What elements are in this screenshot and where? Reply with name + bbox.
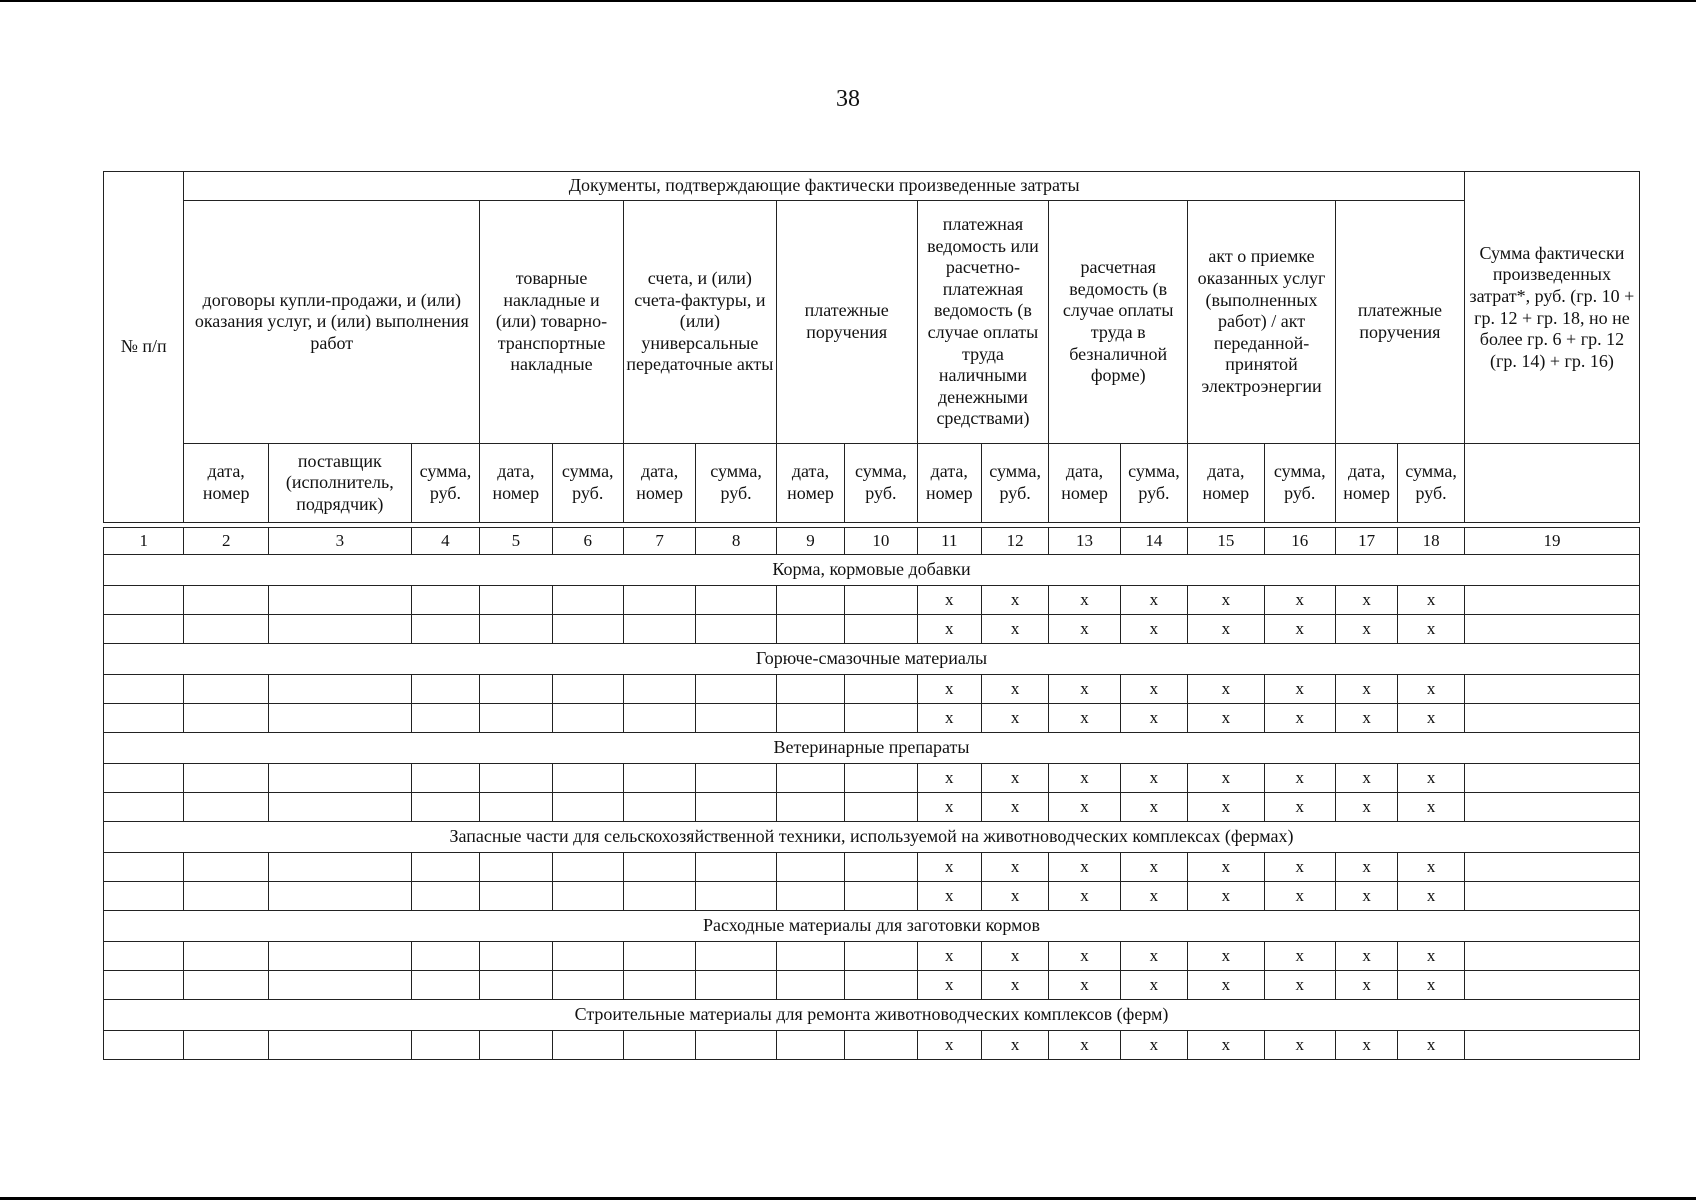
empty-cell xyxy=(104,675,184,704)
x-mark-cell: x xyxy=(1335,942,1397,971)
x-mark-cell: x xyxy=(1188,615,1264,644)
column-number: 2 xyxy=(184,528,268,555)
header-invoices: счета, и (или) счета-фактуры, и (или) универсальные передаточные акты xyxy=(623,201,776,444)
empty-cell xyxy=(411,764,479,793)
x-mark-cell: x xyxy=(1264,764,1335,793)
x-mark-cell: x xyxy=(1398,1031,1465,1060)
empty-cell xyxy=(845,793,917,822)
x-mark-cell: x xyxy=(1264,971,1335,1000)
x-mark-cell: x xyxy=(1188,942,1264,971)
x-mark-cell: x xyxy=(1049,942,1120,971)
x-mark-cell: x xyxy=(1264,793,1335,822)
x-mark-cell: x xyxy=(1398,793,1465,822)
empty-cell xyxy=(776,853,844,882)
table-row xyxy=(104,675,1640,704)
empty-cell xyxy=(552,882,623,911)
column-number: 8 xyxy=(696,528,776,555)
x-mark-cell: x xyxy=(1264,586,1335,615)
empty-cell xyxy=(623,971,695,1000)
empty-cell xyxy=(776,1031,844,1060)
table-row xyxy=(104,704,1640,733)
empty-cell xyxy=(268,615,411,644)
empty-cell xyxy=(411,971,479,1000)
x-mark-cell: x xyxy=(1188,971,1264,1000)
x-mark-cell: x xyxy=(1049,586,1120,615)
empty-cell xyxy=(184,675,268,704)
empty-cell xyxy=(623,793,695,822)
empty-cell xyxy=(268,942,411,971)
empty-cell xyxy=(184,971,268,1000)
section-title: Горюче-смазочные материалы xyxy=(104,644,1640,675)
empty-cell xyxy=(104,586,184,615)
x-mark-cell: x xyxy=(1188,882,1264,911)
empty-cell xyxy=(623,615,695,644)
empty-cell xyxy=(480,971,552,1000)
x-mark-cell: x xyxy=(981,853,1048,882)
column-number: 17 xyxy=(1335,528,1397,555)
empty-cell xyxy=(552,971,623,1000)
empty-cell xyxy=(411,853,479,882)
empty-cell xyxy=(184,586,268,615)
empty-cell xyxy=(552,1031,623,1060)
table-row xyxy=(104,942,1640,971)
x-mark-cell: x xyxy=(981,615,1048,644)
empty-cell xyxy=(268,1031,411,1060)
empty-cell xyxy=(845,675,917,704)
section-header-row xyxy=(104,822,1640,853)
empty-cell xyxy=(696,675,776,704)
expense-documents-table xyxy=(103,171,1640,1060)
empty-cell xyxy=(184,942,268,971)
x-mark-cell: x xyxy=(981,971,1048,1000)
empty-cell xyxy=(845,586,917,615)
empty-cell xyxy=(696,971,776,1000)
section-header-row xyxy=(104,733,1640,764)
x-mark-cell: x xyxy=(917,942,981,971)
column-number: 14 xyxy=(1120,528,1187,555)
empty-cell xyxy=(552,793,623,822)
section-header-row xyxy=(104,555,1640,586)
x-mark-cell: x xyxy=(1188,764,1264,793)
empty-cell xyxy=(1464,1031,1639,1060)
header-waybills: товарные накладные и (или) товарно-транспортные накладные xyxy=(480,201,624,444)
table-row xyxy=(104,764,1640,793)
x-mark-cell: x xyxy=(1335,764,1397,793)
x-mark-cell: x xyxy=(1335,615,1397,644)
empty-cell xyxy=(1464,853,1639,882)
empty-cell xyxy=(845,1031,917,1060)
x-mark-cell: x xyxy=(1335,882,1397,911)
x-mark-cell: x xyxy=(1398,853,1465,882)
x-mark-cell: x xyxy=(1335,675,1397,704)
x-mark-cell: x xyxy=(1264,882,1335,911)
x-mark-cell: x xyxy=(917,882,981,911)
header-payroll-cashless: расчетная ведомость (в случае оплаты труда в безналичной форме) xyxy=(1049,201,1188,444)
empty-cell xyxy=(845,971,917,1000)
column-number: 10 xyxy=(845,528,917,555)
x-mark-cell: x xyxy=(1188,675,1264,704)
table-row xyxy=(104,882,1640,911)
x-mark-cell: x xyxy=(1049,853,1120,882)
sub-sum: сумма, руб. xyxy=(552,444,623,523)
x-mark-cell: x xyxy=(1264,1031,1335,1060)
empty-cell xyxy=(104,971,184,1000)
x-mark-cell: x xyxy=(1120,586,1187,615)
x-mark-cell: x xyxy=(981,882,1048,911)
column-number: 5 xyxy=(480,528,552,555)
header-contracts: договоры купли-продажи, и (или) оказания услуг, и (или) выполнения работ xyxy=(184,201,480,444)
column-number: 12 xyxy=(981,528,1048,555)
x-mark-cell: x xyxy=(981,1031,1048,1060)
empty-cell xyxy=(552,675,623,704)
x-mark-cell: x xyxy=(981,793,1048,822)
column-number: 1 xyxy=(104,528,184,555)
x-mark-cell: x xyxy=(917,586,981,615)
empty-cell xyxy=(623,675,695,704)
sub-date-number: дата, номер xyxy=(776,444,844,523)
empty-cell xyxy=(696,853,776,882)
empty-cell xyxy=(480,882,552,911)
sub-date-number: дата, номер xyxy=(1049,444,1120,523)
empty-cell xyxy=(696,942,776,971)
sub-sum: сумма, руб. xyxy=(1120,444,1187,523)
empty-cell xyxy=(184,853,268,882)
column-number: 19 xyxy=(1464,528,1639,555)
section-header-row xyxy=(104,911,1640,942)
sub-date-number: дата, номер xyxy=(1188,444,1264,523)
section-header-row xyxy=(104,1000,1640,1031)
empty-cell xyxy=(1464,675,1639,704)
x-mark-cell: x xyxy=(1264,853,1335,882)
empty-cell xyxy=(411,675,479,704)
sub-date-number: дата, номер xyxy=(917,444,981,523)
table-row xyxy=(104,586,1640,615)
empty-cell xyxy=(184,793,268,822)
empty-cell xyxy=(104,704,184,733)
empty-cell xyxy=(104,882,184,911)
empty-cell xyxy=(845,942,917,971)
x-mark-cell: x xyxy=(1049,882,1120,911)
empty-cell xyxy=(623,586,695,615)
sub-total-empty xyxy=(1464,444,1639,523)
empty-cell xyxy=(776,704,844,733)
x-mark-cell: x xyxy=(981,764,1048,793)
x-mark-cell: x xyxy=(917,764,981,793)
section-title: Расходные материалы для заготовки кормов xyxy=(104,911,1640,942)
x-mark-cell: x xyxy=(1264,704,1335,733)
x-mark-cell: x xyxy=(1335,853,1397,882)
sub-sum: сумма, руб. xyxy=(1264,444,1335,523)
empty-cell xyxy=(776,942,844,971)
x-mark-cell: x xyxy=(1398,704,1465,733)
sub-sum: сумма, руб. xyxy=(696,444,776,523)
sub-date-number: дата, номер xyxy=(623,444,695,523)
empty-cell xyxy=(776,586,844,615)
x-mark-cell: x xyxy=(1049,704,1120,733)
empty-cell xyxy=(411,882,479,911)
x-mark-cell: x xyxy=(981,704,1048,733)
empty-cell xyxy=(104,764,184,793)
x-mark-cell: x xyxy=(1398,764,1465,793)
empty-cell xyxy=(480,793,552,822)
sub-sum: сумма, руб. xyxy=(845,444,917,523)
x-mark-cell: x xyxy=(1188,1031,1264,1060)
column-number: 7 xyxy=(623,528,695,555)
empty-cell xyxy=(411,793,479,822)
x-mark-cell: x xyxy=(1188,586,1264,615)
empty-cell xyxy=(623,882,695,911)
column-number: 16 xyxy=(1264,528,1335,555)
empty-cell xyxy=(623,942,695,971)
top-border-line xyxy=(0,0,1696,2)
sub-date-number: дата, номер xyxy=(480,444,552,523)
empty-cell xyxy=(411,615,479,644)
x-mark-cell: x xyxy=(917,704,981,733)
empty-cell xyxy=(268,764,411,793)
x-mark-cell: x xyxy=(1120,704,1187,733)
section-header-row xyxy=(104,644,1640,675)
empty-cell xyxy=(696,882,776,911)
x-mark-cell: x xyxy=(1049,1031,1120,1060)
empty-cell xyxy=(480,942,552,971)
x-mark-cell: x xyxy=(1264,615,1335,644)
x-mark-cell: x xyxy=(1120,793,1187,822)
empty-cell xyxy=(411,704,479,733)
x-mark-cell: x xyxy=(1398,675,1465,704)
x-mark-cell: x xyxy=(917,1031,981,1060)
empty-cell xyxy=(480,704,552,733)
x-mark-cell: x xyxy=(1120,675,1187,704)
table-row xyxy=(104,1031,1640,1060)
x-mark-cell: x xyxy=(1049,675,1120,704)
x-mark-cell: x xyxy=(981,586,1048,615)
empty-cell xyxy=(184,615,268,644)
empty-cell xyxy=(623,853,695,882)
column-number: 9 xyxy=(776,528,844,555)
empty-cell xyxy=(776,675,844,704)
sub-sum: сумма, руб. xyxy=(981,444,1048,523)
empty-cell xyxy=(845,704,917,733)
x-mark-cell: x xyxy=(1335,704,1397,733)
sub-date-number: дата, номер xyxy=(1335,444,1397,523)
x-mark-cell: x xyxy=(1120,882,1187,911)
empty-cell xyxy=(845,882,917,911)
empty-cell xyxy=(480,586,552,615)
column-number: 6 xyxy=(552,528,623,555)
header-num: № п/п xyxy=(104,172,184,523)
x-mark-cell: x xyxy=(1335,1031,1397,1060)
x-mark-cell: x xyxy=(1049,793,1120,822)
empty-cell xyxy=(845,764,917,793)
empty-cell xyxy=(776,793,844,822)
empty-cell xyxy=(623,1031,695,1060)
column-number: 4 xyxy=(411,528,479,555)
table-row xyxy=(104,615,1640,644)
empty-cell xyxy=(480,615,552,644)
empty-cell xyxy=(268,971,411,1000)
x-mark-cell: x xyxy=(1120,1031,1187,1060)
empty-cell xyxy=(480,764,552,793)
x-mark-cell: x xyxy=(1264,675,1335,704)
x-mark-cell: x xyxy=(917,853,981,882)
empty-cell xyxy=(268,675,411,704)
empty-cell xyxy=(1464,942,1639,971)
x-mark-cell: x xyxy=(1120,615,1187,644)
section-title: Запасные части для сельскохозяйственной техники, используемой на животноводческих комплексах (фермах) xyxy=(104,822,1640,853)
empty-cell xyxy=(268,793,411,822)
column-number: 11 xyxy=(917,528,981,555)
empty-cell xyxy=(184,764,268,793)
empty-cell xyxy=(552,764,623,793)
section-title: Корма, кормовые добавки xyxy=(104,555,1640,586)
empty-cell xyxy=(696,586,776,615)
empty-cell xyxy=(1464,793,1639,822)
empty-cell xyxy=(696,704,776,733)
table-row xyxy=(104,793,1640,822)
x-mark-cell: x xyxy=(1120,971,1187,1000)
empty-cell xyxy=(104,1031,184,1060)
column-numbers-row xyxy=(104,528,1640,555)
empty-cell xyxy=(104,853,184,882)
x-mark-cell: x xyxy=(1398,882,1465,911)
column-number: 13 xyxy=(1049,528,1120,555)
sub-date-number: дата, номер xyxy=(184,444,268,523)
x-mark-cell: x xyxy=(917,971,981,1000)
column-number: 18 xyxy=(1398,528,1465,555)
x-mark-cell: x xyxy=(917,793,981,822)
empty-cell xyxy=(776,615,844,644)
empty-cell xyxy=(1464,615,1639,644)
x-mark-cell: x xyxy=(1398,971,1465,1000)
header-payment-orders: платежные поручения xyxy=(776,201,917,444)
empty-cell xyxy=(268,704,411,733)
empty-cell xyxy=(552,853,623,882)
empty-cell xyxy=(411,1031,479,1060)
section-title: Ветеринарные препараты xyxy=(104,733,1640,764)
empty-cell xyxy=(776,882,844,911)
x-mark-cell: x xyxy=(1049,971,1120,1000)
sub-sum: сумма, руб. xyxy=(1398,444,1465,523)
empty-cell xyxy=(480,853,552,882)
x-mark-cell: x xyxy=(1188,704,1264,733)
page-number: 38 xyxy=(836,86,860,112)
x-mark-cell: x xyxy=(1398,942,1465,971)
empty-cell xyxy=(623,764,695,793)
empty-cell xyxy=(696,793,776,822)
x-mark-cell: x xyxy=(1049,764,1120,793)
column-number: 3 xyxy=(268,528,411,555)
sub-supplier: поставщик (исполнитель, подрядчик) xyxy=(268,444,411,523)
empty-cell xyxy=(104,942,184,971)
empty-cell xyxy=(696,1031,776,1060)
x-mark-cell: x xyxy=(1120,764,1187,793)
empty-cell xyxy=(104,615,184,644)
empty-cell xyxy=(776,764,844,793)
empty-cell xyxy=(268,586,411,615)
empty-cell xyxy=(1464,764,1639,793)
header-acceptance-act: акт о приемке оказанных услуг (выполненных работ) / акт переданной-принятой электроэнергии xyxy=(1188,201,1336,444)
empty-cell xyxy=(696,764,776,793)
empty-cell xyxy=(1464,971,1639,1000)
x-mark-cell: x xyxy=(1049,615,1120,644)
empty-cell xyxy=(552,704,623,733)
empty-cell xyxy=(1464,704,1639,733)
empty-cell xyxy=(184,882,268,911)
empty-cell xyxy=(845,853,917,882)
column-number: 15 xyxy=(1188,528,1264,555)
x-mark-cell: x xyxy=(1335,971,1397,1000)
x-mark-cell: x xyxy=(1188,853,1264,882)
empty-cell xyxy=(411,942,479,971)
x-mark-cell: x xyxy=(981,675,1048,704)
x-mark-cell: x xyxy=(1398,586,1465,615)
header-total: Сумма фактически произведенных затрат*, руб. (гр. 10 + гр. 12 + гр. 18, но не более гр. 6 + гр. 12 (гр. 14) + гр. 16) xyxy=(1464,172,1639,444)
empty-cell xyxy=(552,615,623,644)
table-row xyxy=(104,971,1640,1000)
x-mark-cell: x xyxy=(1120,853,1187,882)
x-mark-cell: x xyxy=(1188,793,1264,822)
empty-cell xyxy=(696,615,776,644)
header-docs-title: Документы, подтверждающие фактически произведенные затраты xyxy=(184,172,1464,201)
empty-cell xyxy=(268,853,411,882)
x-mark-cell: x xyxy=(1264,942,1335,971)
empty-cell xyxy=(776,971,844,1000)
header-payroll-cash: платежная ведомость или расчетно-платежная ведомость (в случае оплаты труда наличными денежными средствами) xyxy=(917,201,1049,444)
empty-cell xyxy=(480,1031,552,1060)
sub-sum: сумма, руб. xyxy=(411,444,479,523)
empty-cell xyxy=(1464,882,1639,911)
empty-cell xyxy=(552,942,623,971)
x-mark-cell: x xyxy=(917,675,981,704)
empty-cell xyxy=(1464,586,1639,615)
table-row xyxy=(104,853,1640,882)
x-mark-cell: x xyxy=(917,615,981,644)
x-mark-cell: x xyxy=(1335,793,1397,822)
x-mark-cell: x xyxy=(1120,942,1187,971)
empty-cell xyxy=(552,586,623,615)
empty-cell xyxy=(184,704,268,733)
empty-cell xyxy=(184,1031,268,1060)
empty-cell xyxy=(845,615,917,644)
empty-cell xyxy=(104,793,184,822)
x-mark-cell: x xyxy=(1398,615,1465,644)
header-payment-orders-2: платежные поручения xyxy=(1335,201,1464,444)
empty-cell xyxy=(268,882,411,911)
section-title: Строительные материалы для ремонта животноводческих комплексов (ферм) xyxy=(104,1000,1640,1031)
x-mark-cell: x xyxy=(1335,586,1397,615)
x-mark-cell: x xyxy=(981,942,1048,971)
empty-cell xyxy=(411,586,479,615)
empty-cell xyxy=(480,675,552,704)
empty-cell xyxy=(623,704,695,733)
